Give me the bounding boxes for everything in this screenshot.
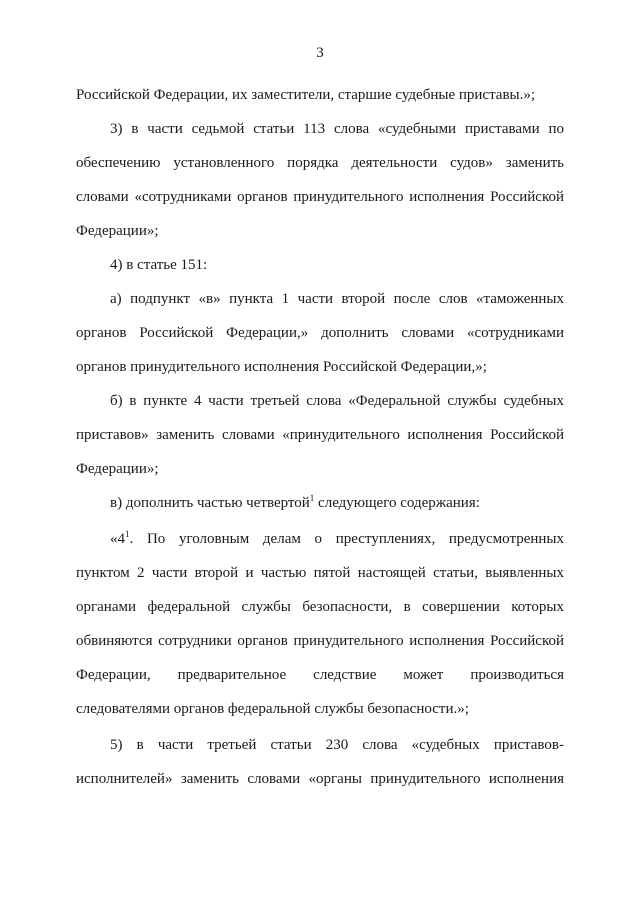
text-line: Российской Федерации, их заместители, старшие судебные приставы.»;: [76, 87, 536, 103]
text-line: исполнителей» заменить словами «органы принудительного исполнения: [76, 771, 564, 787]
text-line: [110, 530, 564, 548]
text-line: а) подпункт «в» пункта 1 части второй после слов «таможенных: [110, 291, 564, 307]
text-line: приставов» заменить словами «принудительного исполнения Российской: [76, 427, 564, 443]
text-fragment: «4: [110, 531, 125, 547]
text-fragment: следующего содержания:: [314, 495, 480, 511]
text-line: [110, 494, 564, 512]
text-line: обвиняются сотрудники органов принудительного исполнения Российской: [76, 633, 564, 649]
text-line: 5) в части третьей статьи 230 слова «судебных приставов-: [110, 737, 564, 753]
superscript: 1: [125, 529, 130, 539]
text-line: 3) в части седьмой статьи 113 слова «судебными приставами по: [110, 121, 564, 137]
superscript: 1: [309, 493, 315, 503]
page-number: 3: [316, 45, 324, 61]
text-line: следователями органов федеральной службы безопасности.»;: [76, 701, 469, 717]
text-line: б) в пункте 4 части третьей слова «Федеральной службы судебных: [110, 393, 564, 409]
text-line: Федерации»;: [76, 223, 159, 239]
text-fragment: . По уголовным делам о преступлениях, предусмотренных: [129, 531, 564, 547]
text-fragment: в) дополнить частью четвертой: [110, 495, 310, 511]
text-line: Федерации, предварительное следствие может производиться: [76, 667, 564, 683]
text-line: органов Российской Федерации,» дополнить словами «сотрудниками: [76, 325, 564, 341]
text-line: обеспечению установленного порядка деятельности судов» заменить: [76, 155, 564, 171]
text-line: словами «сотрудниками органов принудительного исполнения Российской: [76, 189, 564, 205]
text-line: органов принудительного исполнения Российской Федерации,»;: [76, 359, 487, 375]
text-line: 4) в статье 151:: [110, 257, 208, 273]
text-line: пунктом 2 части второй и частью пятой настоящей статьи, выявленных: [76, 565, 564, 581]
text-line: органами федеральной службы безопасности, в совершении которых: [76, 599, 564, 615]
text-line: Федерации»;: [76, 461, 159, 477]
